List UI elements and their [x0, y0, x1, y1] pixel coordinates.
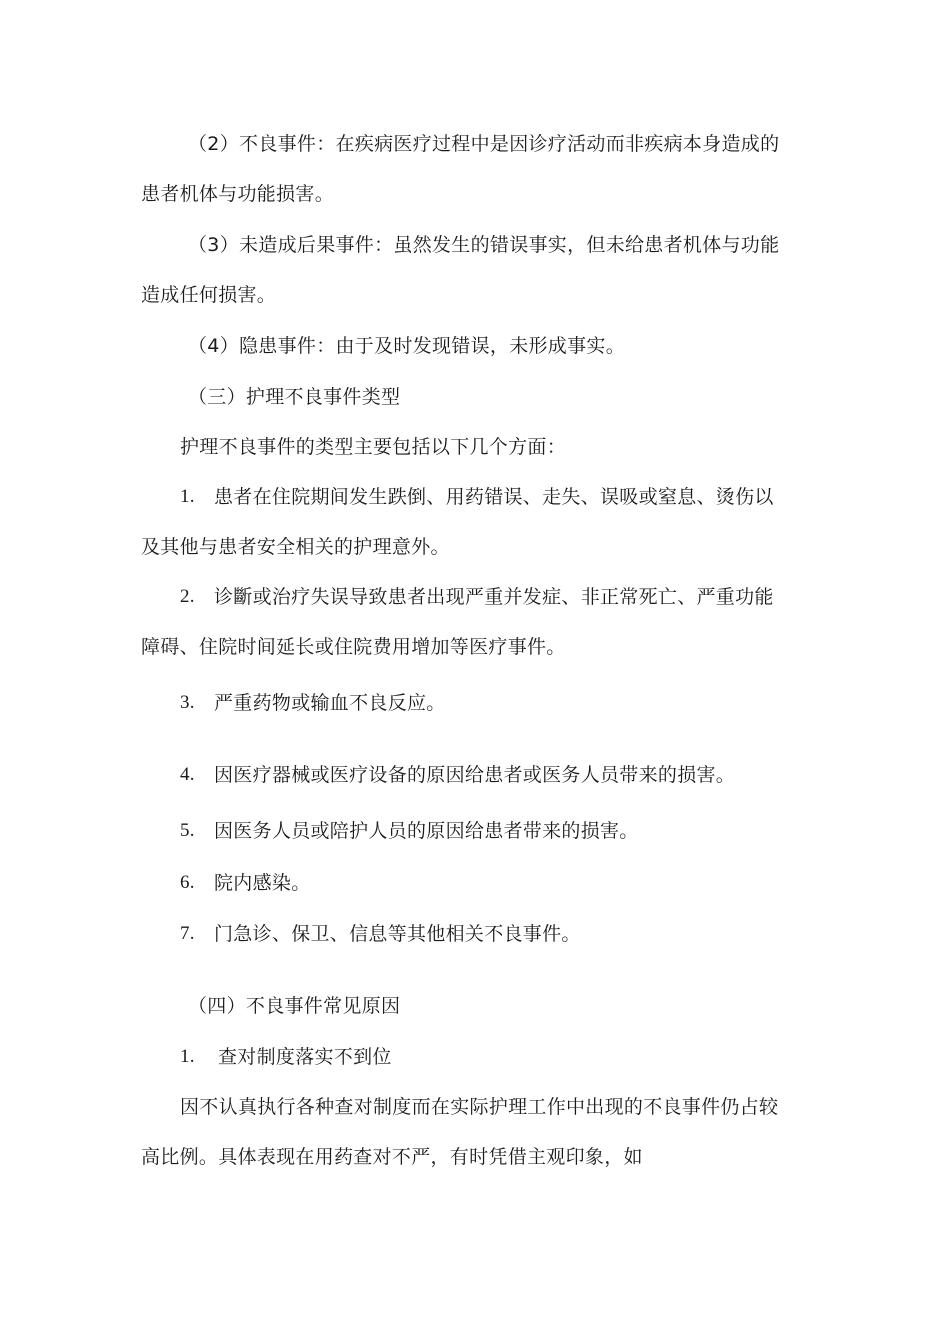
list-item-number: 2. [180, 586, 195, 607]
paragraph-adverse-event-line1: （2）不良事件：在疾病医疗过程中是因诊疗活动而非疾病本身造成的 [188, 133, 780, 155]
list-item-1-line1: 患者在住院期间发生跌倒、用药错误、走失、误吸或窒息、烫伤以 [214, 486, 774, 508]
paragraph-no-consequence-line1: （3）未造成后果事件：虽然发生的错误事实，但未给患者机体与功能 [188, 234, 780, 256]
list-item-6: 院内感染。 [214, 872, 311, 894]
cause-1-body-line1: 因不认真执行各种查对制度而在实际护理工作中出现的不良事件仍占较 [180, 1096, 779, 1118]
list-item-number: 6. [180, 872, 195, 893]
list-item-7: 门急诊、保卫、信息等其他相关不良事件。 [214, 923, 581, 945]
list-item-number: 5. [180, 820, 195, 841]
section-heading-causes: （四）不良事件常见原因 [188, 995, 401, 1017]
list-item-2-line1: 诊斷或治疗失误导致患者出现严重并发症、非正常死亡、严重功能 [214, 586, 774, 608]
list-item-2-line2: 障碍、住院时间延长或住院费用增加等医疗事件。 [141, 636, 566, 658]
list-item-number: 1. [180, 486, 195, 507]
paragraph-adverse-event-line2: 患者机体与功能损害。 [141, 183, 335, 205]
list-item-5: 因医务人员或陪护人员的原因给患者带来的损害。 [214, 820, 639, 842]
intro-paragraph: 护理不良事件的类型主要包括以下几个方面： [180, 436, 567, 458]
list-item-number: 1. [180, 1046, 195, 1067]
paragraph-hidden-danger: （4）隐患事件：由于及时发现错误，未形成事实。 [188, 335, 625, 357]
cause-1-body-line2: 高比例。具体表现在用药查对不严，有时凭借主观印象，如 [141, 1146, 643, 1168]
list-item-number: 4. [180, 764, 195, 785]
list-item-number: 7. [180, 923, 195, 944]
section-heading-types: （三）护理不良事件类型 [188, 386, 401, 408]
list-item-3: 严重药物或输血不良反应。 [214, 692, 446, 714]
cause-1-title: 查对制度落实不到位 [218, 1046, 392, 1068]
list-item-4: 因医疗器械或医疗设备的原因给患者或医务人员带来的损害。 [214, 764, 736, 786]
list-item-1-line2: 及其他与患者安全相关的护理意外。 [141, 536, 450, 558]
list-item-number: 3. [180, 692, 195, 713]
paragraph-no-consequence-line2: 造成任何损害。 [141, 284, 277, 306]
